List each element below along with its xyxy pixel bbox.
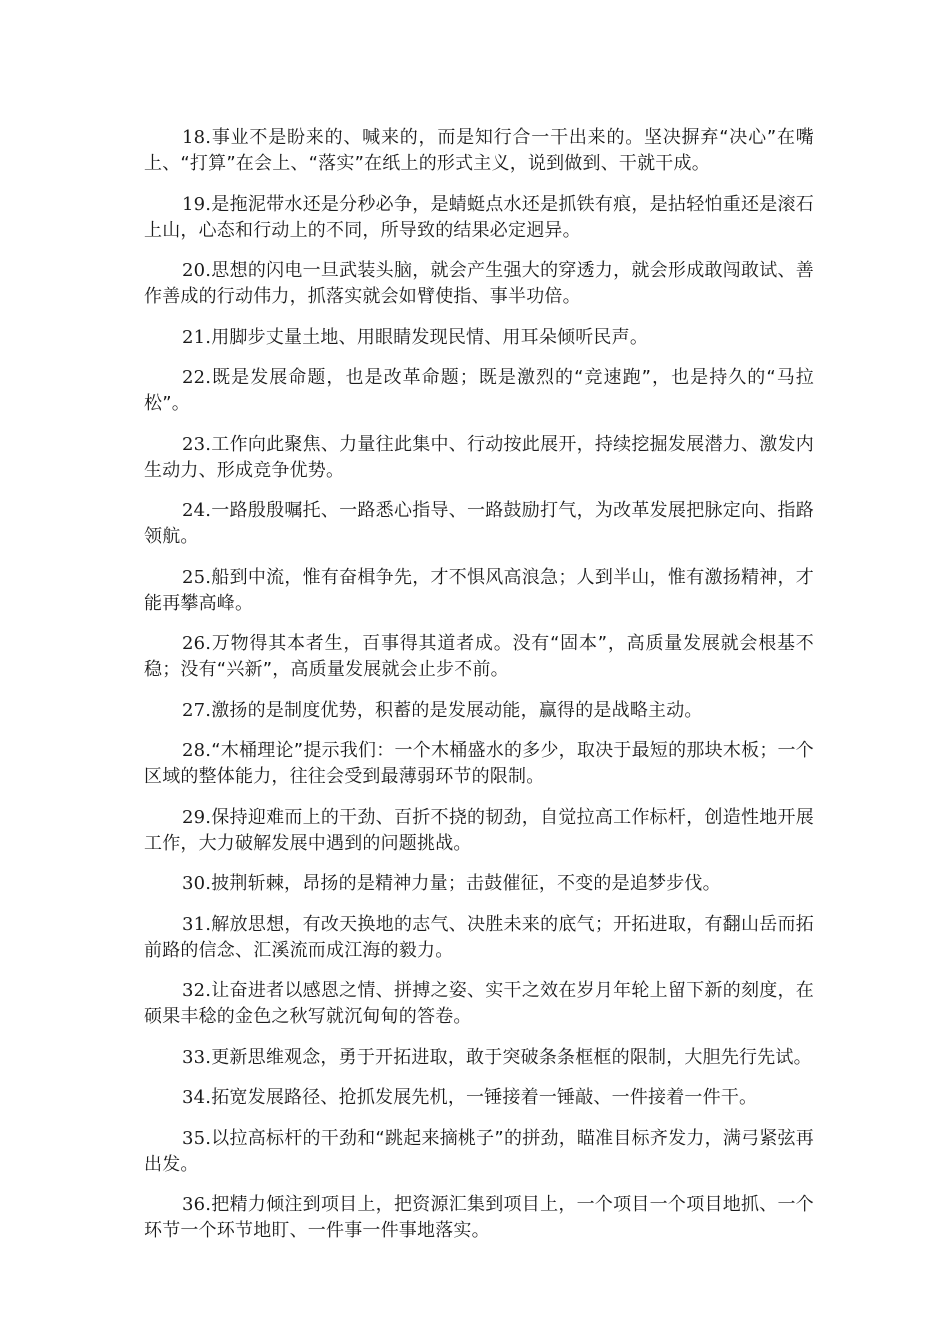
paragraph-number: 30.: [182, 873, 212, 894]
paragraph-text: 既是发展命题，也是改革命题；既是激烈的“竞速跑”，也是持久的“马拉松”。: [144, 367, 814, 414]
paragraph-36: [144, 1192, 814, 1244]
document-page: [144, 125, 814, 1259]
paragraph-28: [144, 738, 814, 790]
paragraph-text: 解放思想，有改天换地的志气、决胜未来的底气；开拓进取，有翻山岳而拓前路的信念、汇溪流而成江海的毅力。: [144, 913, 814, 961]
paragraph-24: [144, 498, 814, 550]
paragraph-23: [144, 432, 814, 484]
paragraph-number: 29.: [182, 806, 212, 828]
paragraph-number: 35.: [182, 1127, 212, 1149]
paragraph-text: 一路殷殷嘱托、一路悉心指导、一路鼓励打气，为改革发展把脉定向、指路领航。: [144, 500, 814, 547]
paragraph-number: 31.: [182, 913, 212, 935]
paragraph-18: [144, 125, 814, 177]
paragraph-number: 26.: [182, 633, 212, 654]
paragraph-25: [144, 565, 814, 617]
paragraph-text: 工作向此聚焦、力量往此集中、行动按此展开，持续挖掘发展潜力、激发内生动力、形成竞争优势。: [144, 433, 814, 481]
paragraph-text: 把精力倾注到项目上，把资源汇集到项目上，一个项目一个项目地抓、一个环节一个环节地盯、一件事一件事地落实。: [144, 1194, 814, 1241]
paragraph-text: 以拉高标杆的干劲和“跳起来摘桃子”的拼劲，瞄准目标齐发力，满弓紧弦再出发。: [144, 1127, 814, 1175]
paragraph-31: [144, 912, 814, 964]
paragraph-text: 万物得其本者生，百事得其道者成。没有“固本”，高质量发展就会根基不稳；没有“兴新”，高质量发展就会止步不前。: [144, 633, 814, 680]
paragraph-number: 19.: [182, 193, 212, 215]
paragraph-number: 36.: [182, 1194, 212, 1215]
paragraph-text: 让奋进者以感恩之情、拼搏之姿、实干之效在岁月年轮上留下新的刻度，在硕果丰稔的金色之秋写就沉甸甸的答卷。: [144, 980, 814, 1027]
paragraph-text: 是拖泥带水还是分秒必争，是蜻蜓点水还是抓铁有痕，是拈轻怕重还是滚石上山，心态和行动上的不同，所导致的结果必定迥异。: [144, 193, 814, 241]
paragraph-text: 披荆斩棘，昂扬的是精神力量；击鼓催征，不变的是追梦步伐。: [211, 873, 721, 894]
paragraph-number: 18.: [182, 127, 212, 148]
paragraph-20: [144, 258, 814, 310]
paragraph-number: 21.: [182, 326, 212, 348]
paragraph-number: 23.: [182, 433, 212, 455]
paragraph-text: “木桶理论”提示我们：一个木桶盛水的多少，取决于最短的那块木板；一个区域的整体能力，往往会受到最薄弱环节的限制。: [144, 740, 814, 787]
paragraph-number: 25.: [182, 566, 212, 588]
paragraph-number: 34.: [182, 1087, 212, 1108]
paragraph-21: [144, 325, 814, 351]
paragraph-number: 20.: [182, 260, 212, 281]
paragraph-32: [144, 978, 814, 1030]
paragraph-number: 24.: [182, 500, 212, 521]
paragraph-text: 思想的闪电一旦武装头脑，就会产生强大的穿透力，就会形成敢闯敢试、善作善成的行动伟力，抓落实就会如臂使指、事半功倍。: [144, 260, 814, 307]
paragraph-22: [144, 365, 814, 417]
paragraph-text: 拓宽发展路径、抢抓发展先机，一锤接着一锤敲、一件接着一件干。: [211, 1087, 758, 1108]
paragraph-34: [144, 1085, 814, 1111]
paragraph-35: [144, 1126, 814, 1178]
paragraph-text: 事业不是盼来的、喊来的，而是知行合一干出来的。坚决摒弃“决心”在嘴上、“打算”在会上、“落实”在纸上的形式主义，说到做到、干就干成。: [144, 127, 814, 174]
paragraph-30: [144, 871, 814, 897]
paragraph-19: [144, 192, 814, 244]
paragraph-29: [144, 805, 814, 857]
paragraph-number: 28.: [182, 740, 212, 761]
paragraph-number: 33.: [182, 1046, 212, 1068]
paragraph-number: 27.: [182, 699, 212, 721]
paragraph-text: 保持迎难而上的干劲、百折不挠的韧劲，自觉拉高工作标杆，创造性地开展工作，大力破解发展中遇到的问题挑战。: [144, 806, 814, 854]
paragraph-26: [144, 631, 814, 683]
paragraph-text: 更新思维观念，勇于开拓进取，敢于突破条条框框的限制，大胆先行先试。: [211, 1046, 812, 1068]
paragraph-text: 船到中流，惟有奋楫争先，才不惧风高浪急；人到半山，惟有激扬精神，才能再攀高峰。: [144, 566, 814, 614]
paragraph-number: 32.: [182, 980, 212, 1001]
paragraph-text: 用脚步丈量土地、用眼睛发现民情、用耳朵倾听民声。: [211, 326, 649, 348]
paragraph-27: [144, 698, 814, 724]
paragraph-33: [144, 1045, 814, 1071]
paragraph-text: 激扬的是制度优势，积蓄的是发展动能，赢得的是战略主动。: [211, 699, 703, 721]
paragraph-number: 22.: [182, 367, 212, 388]
